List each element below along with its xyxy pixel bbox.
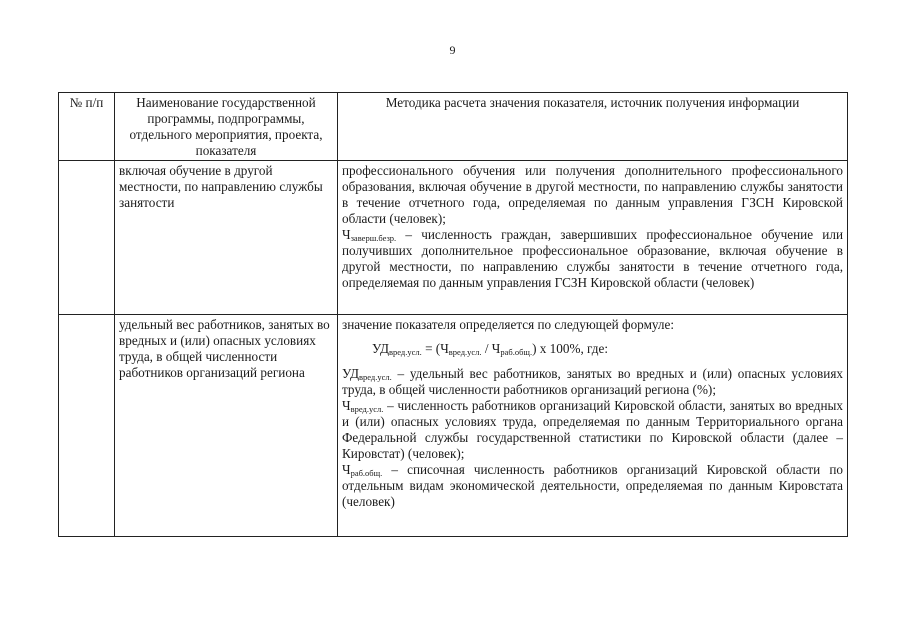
header-name: Наименование государственной программы, подпрограммы, отдельного мероприятия, проекта, показателя — [115, 93, 338, 161]
cell-name: включая обучение в другой местности, по направлению службы занятости — [115, 161, 338, 315]
method-definition — [342, 366, 843, 398]
methodology-table — [58, 92, 848, 537]
method-definition — [342, 462, 843, 510]
symbol-subscript: вред.усл. — [350, 404, 384, 414]
table-row — [59, 161, 848, 315]
symbol: Ч — [342, 398, 351, 413]
cell-num — [59, 161, 115, 315]
definition-text: – удельный вес работников, занятых во вредных и (или) опасных условиях труда, в общей численности работников организаций региона (%); — [342, 366, 843, 397]
symbol-subscript: вред.усл. — [359, 372, 392, 382]
definition-text: – численность граждан, завершивших профессиональное обучение или получивших дополнительное профессиональное образование, включая обучение в другой местности, по направлению службы занятости в течение отчетного года, определяемая по данным управления ГСЗН Кировской области (человек) — [342, 227, 843, 290]
formula-lhs: УД — [372, 341, 389, 356]
formula — [342, 341, 843, 357]
method-paragraph: профессионального обучения или получения дополнительного профессионального образования, включая обучение в другой местности, по направлению службы занятости в течение отчетного года, определяемая по данным управления ГЗСН Кировской области (человек); — [342, 163, 843, 226]
method-definition — [342, 398, 843, 462]
symbol: УД — [342, 366, 359, 381]
cell-method — [338, 161, 848, 315]
symbol-subscript: раб.общ. — [350, 468, 383, 478]
formula-div: / Ч — [481, 341, 501, 356]
table-header-row — [59, 93, 848, 161]
header-method: Методика расчета значения показателя, источник получения информации — [338, 93, 848, 161]
formula-intro: значение показателя определяется по следующей формуле: — [342, 317, 675, 332]
formula-lhs-sub: вред.усл. — [389, 347, 422, 357]
formula-den-sub: раб.общ. — [500, 347, 533, 357]
table-row — [59, 315, 848, 537]
definition-text: – численность работников организаций Кировской области, занятых во вредных и (или) опасных условиях труда, определяемая по данным Территориального органа Федеральной службы государственной статистики по Кировской области (далее – Кировстат) (человек); — [342, 398, 843, 461]
symbol: Ч — [342, 462, 351, 477]
formula-num-sub: вред.усл. — [448, 347, 482, 357]
definition-text: – списочная численность работников организаций Кировской области по отдельным видам экономической деятельности, определяемая по данным Кировстата (человек) — [342, 462, 843, 509]
cell-num — [59, 315, 115, 537]
symbol-subscript: заверш.безр. — [350, 233, 397, 243]
cell-method — [338, 315, 848, 537]
formula-tail: ) x 100%, где: — [532, 341, 609, 356]
symbol: Ч — [342, 227, 351, 242]
cell-name: удельный вес работников, занятых во вредных и (или) опасных условиях труда, в общей численности работников организаций региона — [115, 315, 338, 537]
page-number: 9 — [449, 43, 456, 57]
header-num: № п/п — [59, 93, 115, 161]
method-definition — [342, 227, 843, 291]
formula-eq: = (Ч — [421, 341, 449, 356]
